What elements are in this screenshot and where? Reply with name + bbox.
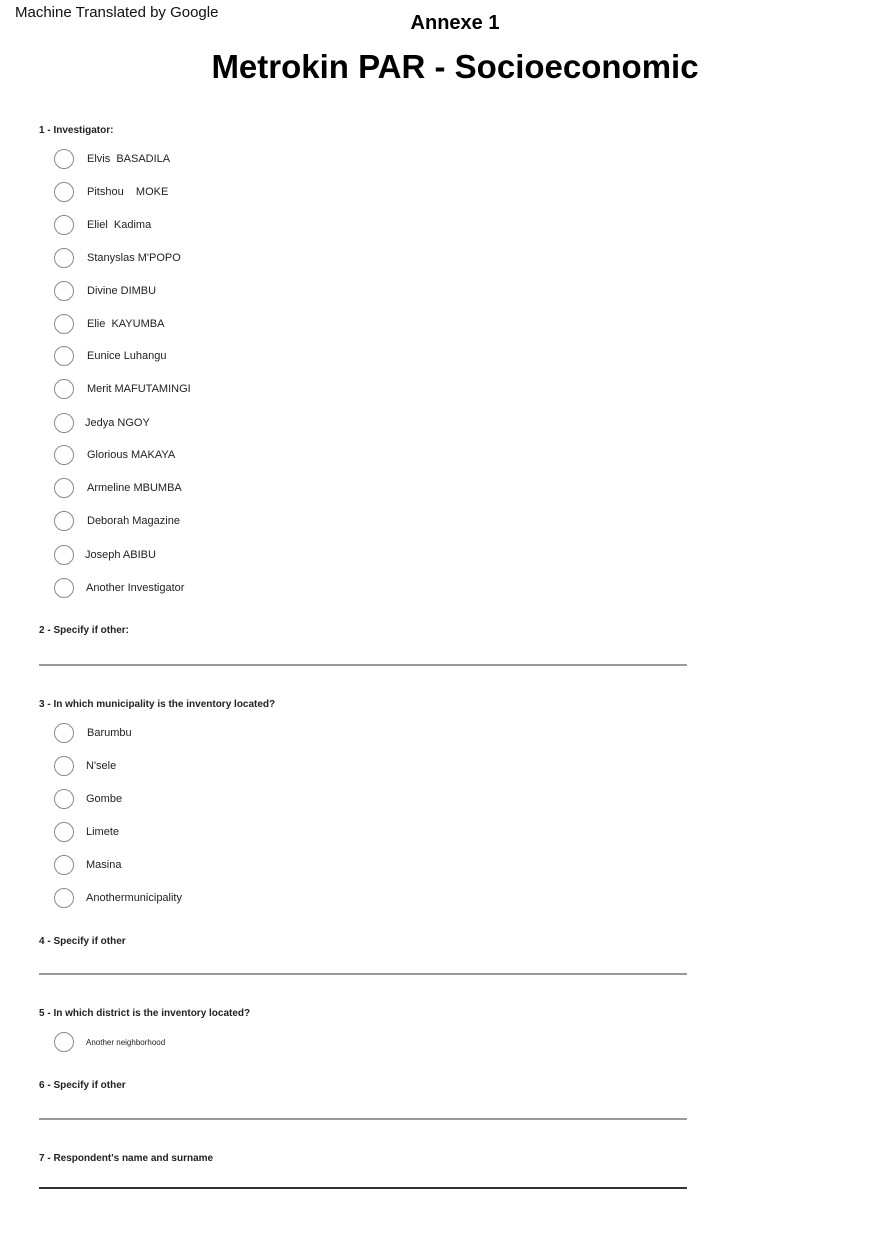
radio-button-icon[interactable]: [54, 822, 74, 842]
option-label: Divine DIMBU: [87, 285, 157, 297]
option-label: Gombe: [86, 793, 123, 805]
radio-option[interactable]: [54, 576, 184, 600]
radio-button-icon[interactable]: [54, 149, 74, 169]
radio-button-icon[interactable]: [54, 756, 74, 776]
answer-line-q2[interactable]: [39, 664, 687, 666]
question-3-label: 3 - In which municipality is the inventory located?: [39, 699, 276, 710]
radio-option[interactable]: [54, 820, 119, 844]
option-label: Jedya NGOY: [85, 417, 150, 429]
radio-option[interactable]: [54, 411, 150, 435]
option-label: Elie KAYUMBA: [87, 318, 165, 330]
option-label: Merit MAFUTAMINGI: [87, 383, 191, 395]
radio-button-icon[interactable]: [54, 545, 74, 565]
option-label: Armeline MBUMBA: [87, 482, 182, 494]
radio-option[interactable]: [54, 180, 168, 204]
option-label: Eliel Kadima: [87, 219, 152, 231]
option-label: Limete: [86, 826, 120, 838]
radio-option[interactable]: [54, 213, 151, 237]
radio-button-icon[interactable]: [54, 413, 74, 433]
answer-line-q4[interactable]: [39, 973, 687, 975]
option-label: N'sele: [86, 760, 117, 772]
radio-option[interactable]: [54, 246, 181, 270]
option-label: Another Investigator: [86, 582, 185, 594]
radio-button-icon[interactable]: [54, 888, 74, 908]
radio-button-icon[interactable]: [54, 314, 74, 334]
radio-option[interactable]: [54, 886, 182, 910]
page-title: Metrokin PAR - Socioeconomic: [211, 48, 699, 85]
radio-button-icon[interactable]: [54, 346, 74, 366]
answer-line-q6[interactable]: [39, 1118, 687, 1120]
radio-button-icon[interactable]: [54, 723, 74, 743]
question-7-label: 7 - Respondent's name and surname: [39, 1153, 214, 1164]
radio-button-icon[interactable]: [54, 182, 74, 202]
radio-option[interactable]: [54, 279, 156, 303]
question-1-label: 1 - Investigator:: [39, 125, 114, 136]
option-label: Glorious MAKAYA: [87, 449, 176, 461]
radio-button-icon[interactable]: [54, 578, 74, 598]
option-label: Stanyslas M'POPO: [87, 252, 181, 264]
option-label: Deborah Magazine: [87, 515, 180, 527]
radio-button-icon[interactable]: [54, 248, 74, 268]
radio-button-icon[interactable]: [54, 789, 74, 809]
question-4-label: 4 - Specify if other: [39, 936, 126, 947]
option-label: Elvis BASADILA: [87, 153, 171, 165]
radio-option[interactable]: [54, 344, 167, 368]
radio-option[interactable]: [54, 787, 122, 811]
radio-button-icon[interactable]: [54, 445, 74, 465]
option-label: Masina: [86, 859, 122, 871]
option-label: Joseph ABIBU: [85, 549, 156, 561]
question-5-label: 5 - In which district is the inventory located?: [39, 1008, 251, 1019]
radio-button-icon[interactable]: [54, 379, 74, 399]
radio-option[interactable]: [54, 1030, 165, 1054]
radio-option[interactable]: [54, 543, 156, 567]
radio-option[interactable]: [54, 853, 121, 877]
option-label: Eunice Luhangu: [87, 350, 167, 362]
radio-option[interactable]: [54, 377, 191, 401]
radio-button-icon[interactable]: [54, 511, 74, 531]
radio-option[interactable]: [54, 443, 175, 467]
translation-note: Machine Translated by Google: [15, 4, 219, 21]
radio-button-icon[interactable]: [54, 478, 74, 498]
radio-option[interactable]: [54, 312, 164, 336]
radio-option[interactable]: [54, 509, 180, 533]
answer-line-q7[interactable]: [39, 1187, 687, 1189]
question-6-label: 6 - Specify if other: [39, 1080, 126, 1091]
radio-option[interactable]: [54, 721, 132, 745]
radio-button-icon[interactable]: [54, 281, 74, 301]
radio-button-icon[interactable]: [54, 1032, 74, 1052]
option-label: Pitshou MOKE: [87, 186, 169, 198]
radio-option[interactable]: [54, 754, 116, 778]
radio-button-icon[interactable]: [54, 215, 74, 235]
annex-heading: Annexe 1: [410, 12, 500, 34]
radio-button-icon[interactable]: [54, 855, 74, 875]
option-label: Another neighborhood: [86, 1037, 166, 1047]
radio-option[interactable]: [54, 147, 170, 171]
option-label: Anothermunicipality: [86, 892, 182, 904]
question-2-label: 2 - Specify if other:: [39, 625, 130, 636]
option-label: Barumbu: [87, 727, 132, 739]
radio-option[interactable]: [54, 476, 182, 500]
